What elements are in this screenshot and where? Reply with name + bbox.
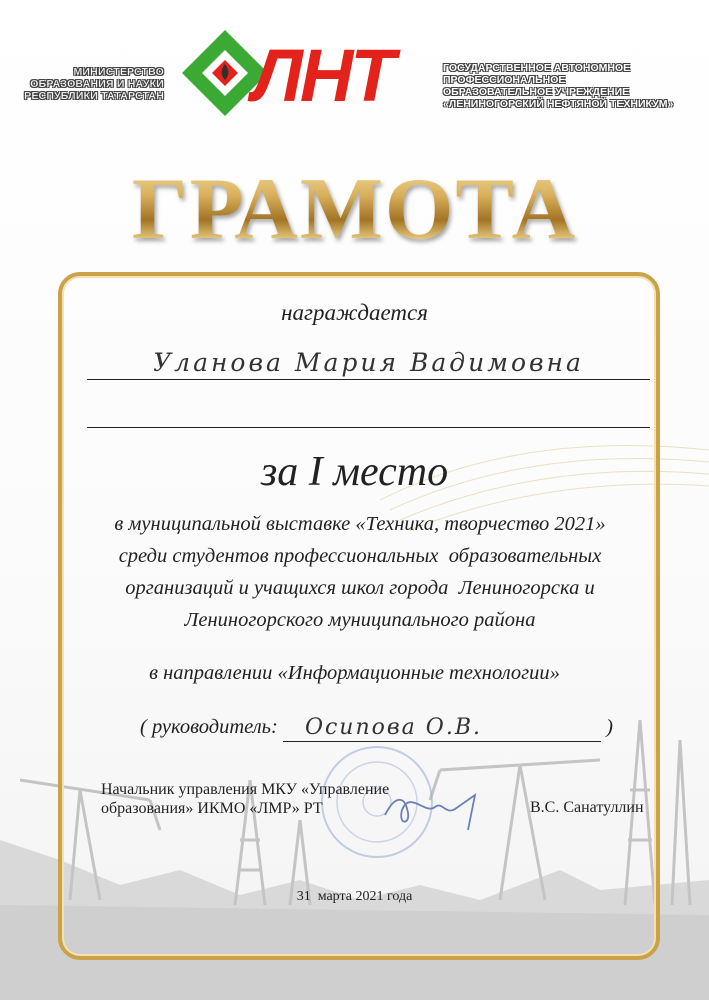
- position-line: Начальник управления МКУ «Управление: [101, 781, 390, 798]
- supervisor-close: ): [606, 716, 613, 738]
- college-line: ГОСУДАРСТВЕННОЕ АВТОНОМНОЕ: [443, 62, 631, 74]
- college-name: [443, 62, 693, 110]
- blank-underline: [87, 427, 650, 428]
- certificate-title: ГРАМОТА: [0, 160, 709, 260]
- ministry-line: РЕСПУБЛИКИ ТАТАРСТАН: [24, 90, 164, 102]
- name-underline: [87, 379, 650, 380]
- signature-image: [380, 785, 490, 835]
- recipient-name: Уланова Мария Вадимовна: [153, 348, 584, 377]
- supervisor-line: [283, 717, 601, 742]
- supervisor-row: [140, 712, 613, 742]
- college-line: ПРОФЕССИОНАЛЬНОЕ: [443, 74, 566, 86]
- ministry-line: МИНИСТЕРСТВО: [73, 66, 164, 78]
- position-line: образования» ИКМО «ЛМР» РТ: [101, 800, 323, 817]
- place-heading: за I место: [260, 449, 449, 495]
- description-line: среди студентов профессиональных образовательных: [118, 545, 602, 567]
- college-line: «ЛЕНИНОГОРСКИЙ НЕФТЯНОЙ ТЕХНИКУМ»: [443, 98, 674, 110]
- direction-text: в направлении «Информационные технологии»: [149, 662, 560, 684]
- logo-text: ЛНТ: [252, 34, 393, 117]
- supervisor-label: ( руководитель:: [140, 716, 278, 738]
- issue-date: 31 марта 2021 года: [296, 889, 413, 904]
- description-line: Лениногорского муниципального района: [184, 609, 536, 631]
- signer-name: В.С. Санатуллин: [530, 799, 644, 816]
- supervisor-name: Осипова О.В.: [304, 715, 482, 740]
- description: [60, 508, 660, 636]
- description-line: в муниципальной выставке «Техника, творчество 2021»: [114, 513, 606, 535]
- college-line: ОБРАЗОВАТЕЛЬНОЕ УЧРЕЖДЕНИЕ: [443, 86, 630, 98]
- position-title: [101, 780, 389, 818]
- college-logo: [180, 28, 435, 118]
- ministry-line: ОБРАЗОВАНИЯ И НАУКИ: [30, 78, 164, 90]
- ministry-name: [20, 66, 164, 102]
- description-line: организаций и учащихся школ города Лениногорска и: [125, 577, 595, 599]
- awarded-label: награждается: [281, 300, 428, 325]
